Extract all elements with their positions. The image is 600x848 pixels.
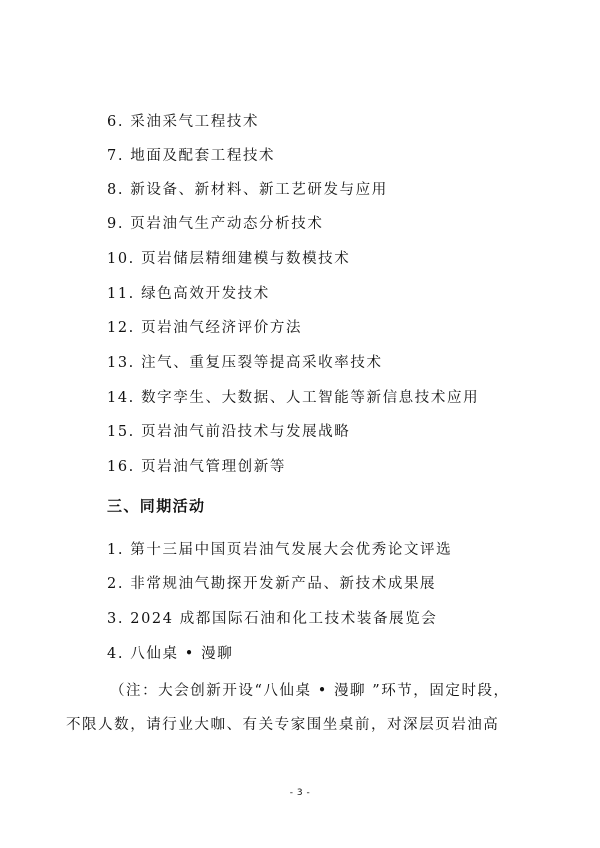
- topic-item-10: 10. 页岩储层精细建模与数模技术: [107, 251, 351, 267]
- topic-item-14: 14. 数字孪生、大数据、人工智能等新信息技术应用: [107, 390, 480, 406]
- note-line-1: （注：大会创新开设“八仙桌 • 漫聊 ”环节，固定时段，: [110, 683, 510, 699]
- topic-item-6: 6. 采油采气工程技术: [107, 114, 260, 130]
- topic-item-7: 7. 地面及配套工程技术: [107, 148, 276, 164]
- section-heading: 三、同期活动: [107, 497, 206, 515]
- activity-item-2: 2. 非常规油气勘探开发新产品、新技术成果展: [107, 576, 437, 592]
- topic-item-8: 8. 新设备、新材料、新工艺研发与应用: [107, 182, 388, 198]
- topic-item-16: 16. 页岩油气管理创新等: [107, 459, 286, 475]
- activity-item-4: 4. 八仙桌 • 漫聊: [107, 646, 234, 662]
- page-number: - 3 -: [289, 788, 311, 798]
- note-line-2: 不限人数，请行业大咖、有关专家围坐桌前，对深层页岩油高: [66, 717, 500, 733]
- topic-item-12: 12. 页岩油气经济评价方法: [107, 320, 303, 336]
- activity-item-3: 3. 2024 成都国际石油和化工技术装备展览会: [107, 611, 438, 627]
- topic-item-15: 15. 页岩油气前沿技术与发展战略: [107, 424, 351, 440]
- topic-item-11: 11. 绿色高效开发技术: [107, 286, 270, 302]
- topic-item-9: 9. 页岩油气生产动态分析技术: [107, 216, 324, 232]
- topic-item-13: 13. 注气、重复压裂等提高采收率技术: [107, 355, 383, 371]
- activity-item-1: 1. 第十三届中国页岩油气发展大会优秀论文评选: [107, 542, 453, 558]
